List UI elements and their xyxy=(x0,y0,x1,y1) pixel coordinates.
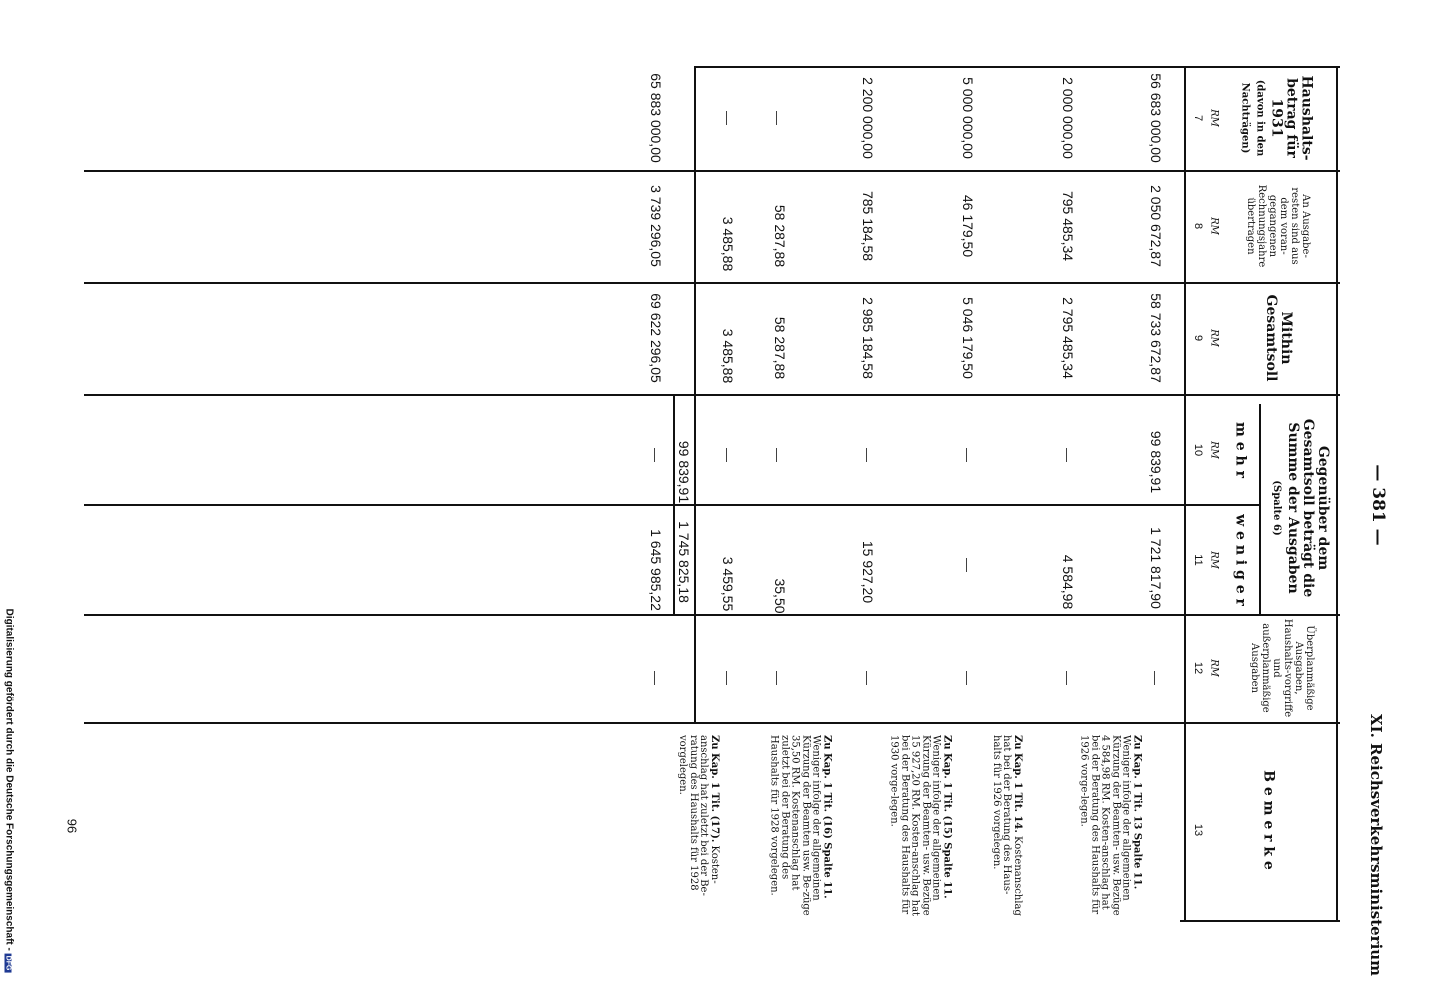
header-col7: Haushalts-betrag für 1931 (davon in den Nachträgen) xyxy=(1239,75,1315,161)
chapter-title: XI. Reichsverkehrsministerium xyxy=(1367,713,1385,977)
page-number: — 381 — xyxy=(1368,464,1388,546)
total-c10: — xyxy=(648,448,664,462)
rule-top-border xyxy=(1336,66,1338,922)
cell-r3-c11: 15 927,20 xyxy=(860,540,876,604)
footer-credit xyxy=(4,609,15,976)
cell-r4-c9: 58 287,88 xyxy=(772,316,788,380)
footer-text: Digitalisierung gefördert durch die Deutsche Forschungsgemeinschaft - xyxy=(3,608,15,951)
rule-left-edge xyxy=(696,66,1340,68)
rule-col10-11 xyxy=(84,504,1260,506)
header-col12: Überplanmäßige Ausgaben, Haushalts-vorgriffe und außerplanmäßige Ausgaben xyxy=(1249,618,1315,718)
unit-col10: RM xyxy=(1208,441,1220,459)
cell-r3-c12: — xyxy=(860,671,876,685)
rule-total-separator xyxy=(694,66,696,722)
cell-r1-c8: 795 485,34 xyxy=(1060,190,1076,262)
colnum-12: 12 xyxy=(1192,661,1204,675)
colnum-9: 9 xyxy=(1192,334,1204,342)
cell-r0-c10: 99 839,91 xyxy=(1148,430,1164,494)
unit-col8: RM xyxy=(1208,217,1220,235)
header-col10: m e h r xyxy=(1232,422,1249,478)
rule-header-split xyxy=(1259,404,1261,614)
cell-r2-c9: 5 046 179,50 xyxy=(960,297,976,379)
cell-r1-c9: 2 795 485,34 xyxy=(1060,297,1076,379)
cell-r3-c10: — xyxy=(860,448,876,462)
rule-col7-8 xyxy=(84,170,1340,172)
cell-r4-c11: 35,50 xyxy=(772,578,788,614)
cell-r5-c10: — xyxy=(720,448,736,462)
remark-kap1-tit16: Zu Kap. 1 Tit. (16) Spalte 11. Weniger infolge der allgemeinen Kürzung der Beamten usw. Be-züge 35,50 RM. Kostenanschlag hat zuletzt bei der Beratung des Haushalts für 1928 vorgelegen. xyxy=(769,735,833,916)
colnum-11: 11 xyxy=(1192,554,1204,566)
cell-r5-c12: — xyxy=(720,671,736,685)
cell-r3-c9: 2 985 184,58 xyxy=(860,297,876,379)
total-c7: 65 883 000,00 xyxy=(648,73,664,163)
header-col10-11: Gegenüber dem Gesamtsoll beträgt die Summe der Ausgaben (Spalte 6) xyxy=(1271,418,1331,598)
cell-r0-c7: 56 683 000,00 xyxy=(1148,73,1164,163)
unit-col11: RM xyxy=(1208,551,1220,569)
total-c11: 1 645 985,22 xyxy=(648,529,664,611)
total-c12: — xyxy=(648,671,664,685)
colnum-8: 8 xyxy=(1192,222,1204,230)
subtotal-c11: 1 745 825,18 xyxy=(676,521,692,603)
cell-r0-c12: — xyxy=(1148,671,1164,685)
header-col13: B e m e r k e xyxy=(1260,770,1277,870)
cell-r2-c8: 46 179,50 xyxy=(960,194,976,258)
header-col8: An Ausgabe-resten sind aus dem voran-gegangenen Rechnungsjahre übertragen xyxy=(1245,184,1311,268)
cell-r1-c12: — xyxy=(1060,671,1076,685)
cell-r3-c8: 785 184,58 xyxy=(860,190,876,262)
cell-r2-c10: — xyxy=(960,448,976,462)
rule-col8-9 xyxy=(84,282,1340,284)
cell-r0-c8: 2 050 672,87 xyxy=(1148,185,1164,267)
unit-col7: RM xyxy=(1208,109,1220,127)
cell-r5-c7: — xyxy=(720,111,736,125)
rule-col11-12 xyxy=(84,614,1340,616)
unit-col9: RM xyxy=(1208,329,1220,347)
rule-col9-10 xyxy=(84,394,1340,396)
dfg-logo: DFG xyxy=(4,955,12,971)
remark-kap1-tit14: Zu Kap. 1 Tit. 14. Kostenanschlag hat bei der Beratung des Haus-halts für 1926 vorgelegen. xyxy=(990,735,1023,916)
rule-col12-13 xyxy=(84,722,1340,724)
cell-r5-c9: 3 485,88 xyxy=(720,328,736,384)
cell-r4-c12: — xyxy=(770,671,786,685)
cell-r0-c9: 58 733 672,87 xyxy=(1148,293,1164,383)
cell-r2-c7: 5 000 000,00 xyxy=(960,77,976,159)
cell-r1-c10: — xyxy=(1060,448,1076,462)
remark-kap1-tit13: Zu Kap. 1 Tit. 13 Spalte 11. Weniger infolge der allgemeinen Kürzung der Beamten- usw. Bezüge 4 584,98 RM. Kosten-anschlag hat bei der Beratung des Haushalts für 1926 vorge-legen. xyxy=(1079,735,1143,916)
header-col11: w e n i g e r xyxy=(1232,514,1249,606)
side-page-number: 96 xyxy=(64,818,80,834)
cell-r4-c10: — xyxy=(770,448,786,462)
total-c9: 69 622 296,05 xyxy=(648,293,664,383)
rule-subtotal xyxy=(673,394,675,614)
total-c8: 3 739 296,05 xyxy=(648,185,664,267)
cell-r4-c8: 58 287,88 xyxy=(772,204,788,268)
cell-r1-c11: 4 584,98 xyxy=(1060,554,1076,610)
cell-r1-c7: 2 000 000,00 xyxy=(1060,77,1076,159)
colnum-13: 13 xyxy=(1192,823,1204,837)
header-col9: Mithin Gesamtsoll xyxy=(1263,294,1294,382)
cell-r2-c12: — xyxy=(960,671,976,685)
cell-r5-c8: 3 485,88 xyxy=(720,216,736,272)
cell-r4-c7: — xyxy=(770,111,786,125)
subtotal-c10: 99 839,91 xyxy=(676,440,692,504)
cell-r3-c7: 2 200 000,00 xyxy=(860,77,876,159)
remark-kap1-tit17: Zu Kap. 1 Tit. (17). Kosten-anschlag hat zuletzt bei der Be-ratung des Haushalts für 1928 vorgelegen. xyxy=(677,735,720,896)
colnum-7: 7 xyxy=(1192,114,1204,122)
cell-r0-c11: 1 721 817,90 xyxy=(1148,527,1164,609)
cell-r5-c11: 3 459,55 xyxy=(720,556,736,612)
rule-header-bottom xyxy=(1184,66,1186,922)
cell-r2-c11: — xyxy=(960,558,976,572)
remark-kap1-tit15: Zu Kap. 1 Tit. (15) Spalte 11. Weniger infolge der allgemeinen Kürzung der Beamten- usw. Bezüge 15 927,20 RM. Kosten-anschlag hat bei der Beratung des Haushalts für 1930 vorge-legen. xyxy=(889,735,953,917)
rule-right-edge xyxy=(1180,920,1340,922)
colnum-10: 10 xyxy=(1192,443,1204,457)
unit-col12: RM xyxy=(1208,659,1220,677)
